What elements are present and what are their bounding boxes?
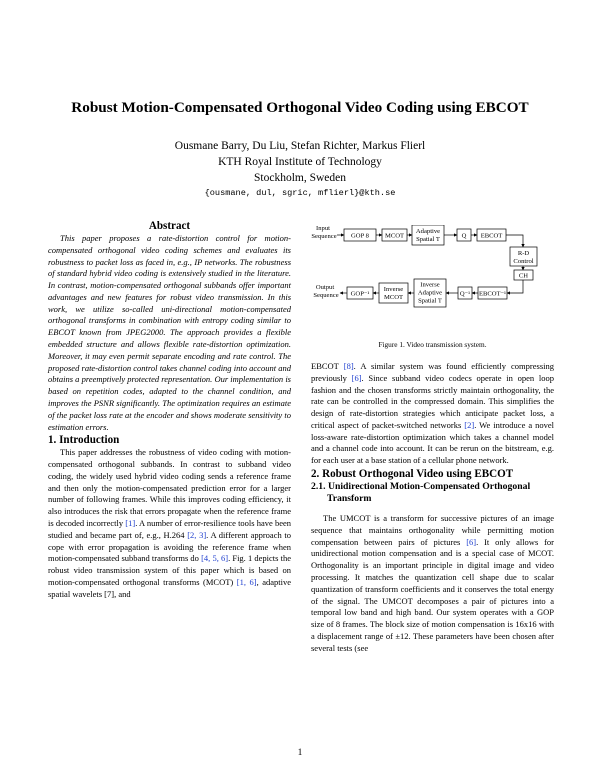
citation-link[interactable]: [8] xyxy=(343,361,354,371)
abstract-text: This paper proposes a rate-distortion control for motion-compensated orthogonal video coding schemes and evaluates its robustness to packet loss as faced in, e.g., IP networks. The robustness of standard hybrid video coding is extensively studied in the literature. In contrast, motion-compensated orthogonal subbands offer important advantages and new features for robust video transmission. In this work, we utilize so-called uni-directional motion-compensated orthogonal transforms in combination with entropy coding similar to EBCOT known from JPEG2000. The approach provides a flexible embedded structure and allows flexible rate-distortion optimization. Moreover, it may even permit separate encoding and rate control. The proposed rate-distortion control takes channel coding into account and obtains a preemptively protected representation. Our implementation is based on repetition codes, adapted to the channel condition, and improves the PSNR significantly. The optimization requires an estimate of the packet loss rate at the encoder and shows moderate sensitivity to estimation errors. xyxy=(48,233,291,432)
section2-paragraph xyxy=(311,513,554,654)
intro-text: . A different approach to cope with error propagation is avoiding the reference frame when motion-compensated subband transforms do xyxy=(48,529,291,564)
gop-inverse-label: GOP⁻¹ xyxy=(350,290,370,298)
inverse-adaptive-label-line3: Spatial T xyxy=(418,297,442,305)
intro-text: , adaptive spatial wavelets [7], and xyxy=(48,576,291,599)
intro-text: . Fig. 1 depicts the robust video transmission system of this paper which is based on motion-compensated orthogonal transforms (MCOT) xyxy=(48,553,291,587)
paper-title: Robust Motion-Compensated Orthogonal Video Coding using EBCOT xyxy=(71,99,529,116)
inverse-mcot-label-line2: MCOT xyxy=(383,294,404,301)
body-text: . It only allows for unidirectional motion compensation and is a special case of MCOT. Orthogonality is an important principle in digital image and video processing. It matches the quantization cell shape due to scalar quantization of transform coefficients and it conserves the total energy of the signal. The UMCOT decomposes a pair of pictures into a temporal low band and high band. Our system operates with a GOP size of 8 frames. The block size of motion compensation is 16x16 with a displacement range of ±12. These parameters have been chosen after several tests (see xyxy=(311,536,554,653)
location: Stockholm, Sweden xyxy=(254,172,346,184)
citation-link[interactable]: [1] xyxy=(125,517,136,528)
channel-label: CH xyxy=(518,272,529,280)
abstract-heading: Abstract xyxy=(148,220,191,232)
section2-heading: 2. Robust Orthogonal Video using EBCOT xyxy=(311,468,514,481)
quantizer-label: Q xyxy=(461,232,467,240)
right-column xyxy=(311,225,554,654)
author-block xyxy=(40,138,560,200)
inverse-adaptive-label-line2: Adaptive xyxy=(417,289,443,297)
citation-link[interactable]: [2] xyxy=(464,419,475,430)
adaptive-label-line1: Adaptive xyxy=(415,228,441,235)
ebcot-inverse-label: EBCOT⁻¹ xyxy=(478,290,507,298)
body-text: The UMCOT is a transform for successive pictures of an image sequence that maintains orthogonality while permitting motion compensation between pairs of pictures xyxy=(311,513,554,547)
body-text: . We introduce a novel loss-aware rate-distortion optimization which takes a channel model and a channel code into account. It can be rerun on the bitstream, e.g. for each user at a base station of a cellular phone network. xyxy=(311,419,554,466)
email-addresses: {ousmane, dul, sgric, mflierl}@kth.se xyxy=(204,188,396,198)
citation-link[interactable]: [6] xyxy=(351,372,362,383)
rd-label-line2: Control xyxy=(513,258,534,265)
output-label-line1: Output xyxy=(315,284,335,291)
right-paragraph xyxy=(311,361,554,467)
institute: KTH Royal Institute of Technology xyxy=(218,156,382,168)
left-column xyxy=(48,219,291,600)
input-label-line1: Input xyxy=(316,225,330,232)
inverse-adaptive-label-line1: Inverse xyxy=(420,281,440,289)
system-diagram-svg xyxy=(311,225,554,335)
citation-link[interactable]: [1, 6] xyxy=(236,576,257,587)
citation-link[interactable]: [4, 5, 6] xyxy=(201,553,229,564)
body-text: . A similar system was found efficiently compressing previously xyxy=(311,361,555,383)
system-diagram xyxy=(311,225,554,335)
adaptive-label-line2: Spatial T xyxy=(416,236,440,243)
figure-caption: Figure 1. Video transmission system. xyxy=(378,340,487,349)
intro-text: . A number of error-resilience tools have been studied and became part of, e.g., H.264 xyxy=(48,517,291,540)
intro-heading: 1. Introduction xyxy=(48,434,120,447)
citation-link[interactable]: [6] xyxy=(466,536,477,547)
author-names: Ousmane Barry, Du Liu, Stefan Richter, Markus Flierl xyxy=(174,140,426,152)
intro-paragraph xyxy=(48,447,291,600)
mcot-label: MCOT xyxy=(384,232,405,240)
page-number: 1 xyxy=(297,748,303,758)
body-text: . Since subband video codecs operate in open loop fashion and the chosen transforms strictly maintain orthogonality, the rate can be controlled in the compressed domain. This simplifies the design of rate-distortion strategies which anticipate packet loss, a critical aspect of packet-switched networks xyxy=(311,372,555,430)
intro-text: This paper addresses the robustness of video coding with motion-compensated orthogonal subbands. In contrast to subband video coding, the widely used hybrid video coding sends a reference frame and then only the motion-compensated prediction error for a larger number of following frames. While this improves coding efficiency, it also introduces the risk that errors propagate when the reference frame is decoded incorrectly xyxy=(48,447,291,528)
rd-label-line1: R-D xyxy=(517,250,530,257)
subsection-heading: 2.1. Unidirectional Motion-Compensated Orthogonal Transform xyxy=(311,481,531,505)
gop-label: GOP 8 xyxy=(351,232,369,240)
quantizer-inverse-label: Q⁻¹ xyxy=(459,290,471,298)
citation-link[interactable]: [2, 3] xyxy=(187,529,207,540)
body-text: EBCOT xyxy=(311,361,339,371)
ebcot-label: EBCOT xyxy=(480,232,503,240)
input-label-line2: Sequence xyxy=(311,233,337,240)
output-label-line2: Sequence xyxy=(313,292,339,299)
inverse-mcot-label-line1: Inverse xyxy=(383,286,404,293)
